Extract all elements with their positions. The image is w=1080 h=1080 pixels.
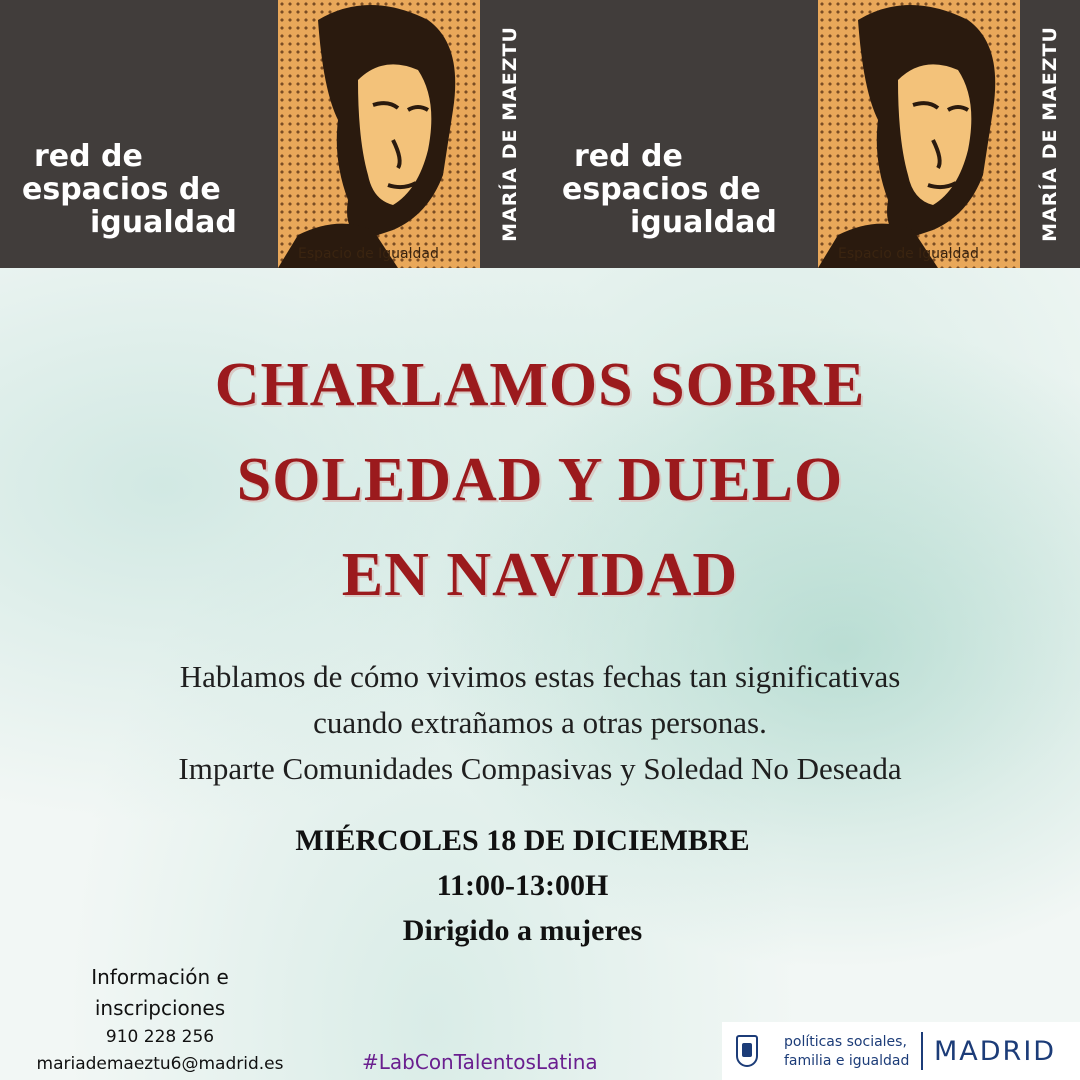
description-line: cuando extrañamos a otras personas. (313, 705, 767, 740)
header-banner (0, 0, 1080, 268)
maria-de-maeztu-portrait (278, 0, 480, 268)
logo-divider (921, 1032, 923, 1070)
title-line: EN NAVIDAD (341, 541, 739, 609)
event-date: MIÉRCOLES 18 DE DICIEMBRE (295, 824, 750, 857)
logo-block-left (0, 0, 540, 268)
event-title (0, 338, 1080, 623)
contact-info (0, 962, 320, 1078)
madrid-wordmark: MADRID (934, 1036, 1057, 1067)
red-espacios-igualdad-logo: red de espacios de igualdad (22, 139, 237, 240)
event-time: 11:00-13:00H (436, 869, 609, 902)
hashtag: #LabConTalentosLatina (362, 1050, 598, 1074)
maeztu-vertical-band (1020, 0, 1080, 268)
event-details (0, 818, 1045, 953)
maria-de-maeztu-label: MARÍA DE MAEZTU (1039, 26, 1061, 242)
contact-phone: 910 228 256 (105, 1027, 215, 1047)
contact-heading: Información e (91, 965, 229, 989)
maria-de-maeztu-portrait (818, 0, 1020, 268)
maria-de-maeztu-label: MARÍA DE MAEZTU (499, 26, 521, 242)
logo-block-right (540, 0, 1080, 268)
event-audience: Dirigido a mujeres (402, 914, 643, 947)
madrid-crest-icon (736, 1035, 758, 1067)
title-line: SOLEDAD Y DUELO (236, 446, 844, 514)
maeztu-vertical-band (480, 0, 540, 268)
contact-email: mariademaeztu6@madrid.es (36, 1054, 284, 1074)
description-line: Hablamos de cómo vivimos estas fechas tan significativas (179, 659, 901, 694)
red-espacios-igualdad-logo: red de espacios de igualdad (562, 139, 777, 240)
event-description (0, 654, 1080, 792)
department-name: políticas sociales, familia e igualdad (784, 1034, 910, 1069)
contact-heading: inscripciones (94, 996, 226, 1020)
description-line: Imparte Comunidades Compasivas y Soledad No Deseada (178, 751, 902, 786)
espacio-de-igualdad-label: Espacio de Igualdad (298, 246, 439, 262)
title-line: CHARLAMOS SOBRE (214, 351, 866, 419)
espacio-de-igualdad-label: Espacio de Igualdad (838, 246, 979, 262)
madrid-city-logo (722, 1022, 1080, 1080)
